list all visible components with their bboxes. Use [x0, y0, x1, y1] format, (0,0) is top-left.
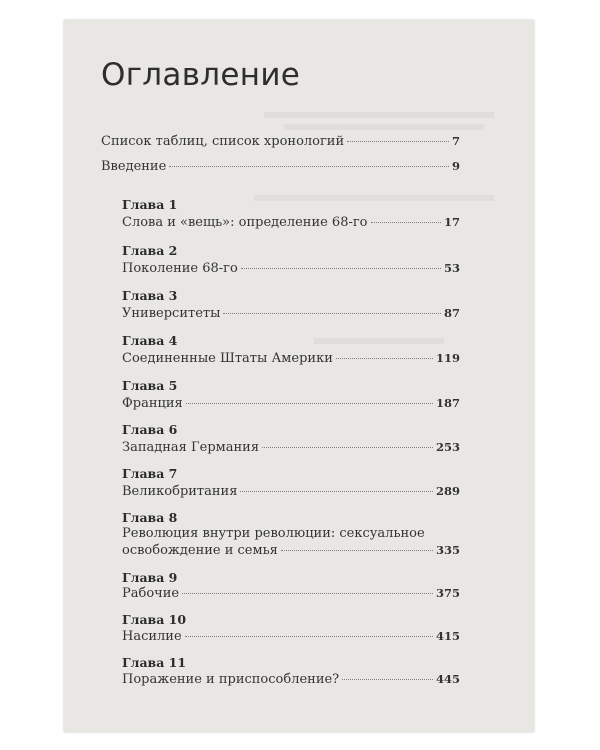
chapter-page: 335 — [435, 543, 460, 557]
chapter-entry — [122, 483, 460, 500]
chapter-label: Глава 8 — [122, 510, 178, 525]
chapter-entry — [122, 628, 460, 645]
chapter-entry — [122, 214, 460, 231]
chapter-title: освобождение и семья — [122, 543, 278, 558]
dot-leader — [169, 166, 449, 167]
chapter-entry — [122, 395, 460, 412]
chapter-page: 445 — [435, 672, 460, 686]
chapter-page: 87 — [443, 306, 460, 320]
chapter-entry — [122, 585, 460, 602]
toc-entry-page: 7 — [451, 134, 460, 148]
chapter-title: Великобритания — [122, 484, 238, 499]
chapter-page: 415 — [435, 629, 460, 643]
show-through-line — [284, 124, 484, 130]
dot-leader — [241, 268, 441, 269]
chapter-label: Глава 6 — [122, 422, 178, 437]
toc-entry — [101, 133, 460, 150]
chapter-title: Рабочие — [122, 586, 180, 601]
show-through-line — [314, 338, 444, 344]
chapter-entry — [122, 439, 460, 456]
chapter-title: Соединенные Штаты Америки — [122, 351, 333, 366]
chapter-page: 53 — [443, 261, 460, 275]
chapter-label: Глава 1 — [122, 197, 178, 212]
toc-entry — [101, 158, 460, 175]
chapter-label: Глава 4 — [122, 333, 178, 348]
toc-entry-page: 9 — [451, 159, 460, 173]
chapter-title: Западная Германия — [122, 440, 260, 455]
chapter-page: 253 — [435, 440, 460, 454]
chapter-title: Поколение 68-го — [122, 261, 238, 276]
chapter-title: Франция — [122, 396, 183, 411]
dot-leader — [185, 636, 433, 637]
dot-leader — [240, 491, 433, 492]
chapter-page: 17 — [443, 215, 460, 229]
chapter-label: Глава 3 — [122, 288, 178, 303]
chapter-label: Глава 5 — [122, 378, 178, 393]
chapter-title: Поражение и приспособление? — [122, 672, 340, 687]
dot-leader — [347, 141, 449, 142]
chapter-page: 375 — [435, 586, 460, 600]
chapter-page: 187 — [435, 396, 460, 410]
book-page — [64, 20, 534, 732]
show-through-line — [264, 112, 494, 118]
chapter-label: Глава 11 — [122, 655, 187, 670]
toc-entry-title: Введение — [101, 159, 167, 174]
page-title: Оглавление — [101, 57, 301, 93]
chapter-label: Глава 7 — [122, 466, 178, 481]
dot-leader — [186, 403, 433, 404]
dot-leader — [342, 679, 433, 680]
chapter-page: 119 — [435, 351, 460, 365]
chapter-label: Глава 9 — [122, 570, 178, 585]
chapter-entry — [122, 671, 460, 688]
chapter-title-line1: Революция внутри революции: сексуальное — [122, 526, 425, 541]
chapter-label: Глава 2 — [122, 243, 178, 258]
chapter-entry — [122, 350, 460, 367]
toc-entry-title: Список таблиц, список хронологий — [101, 134, 345, 149]
dot-leader — [336, 358, 433, 359]
chapter-title: Слова и «вещь»: определение 68-го — [122, 215, 368, 230]
dot-leader — [223, 313, 441, 314]
chapter-label: Глава 10 — [122, 612, 187, 627]
chapter-entry — [122, 542, 460, 559]
show-through-line — [254, 195, 494, 201]
dot-leader — [371, 222, 441, 223]
chapter-title: Насилие — [122, 629, 182, 644]
chapter-title: Университеты — [122, 306, 221, 321]
chapter-entry — [122, 260, 460, 277]
chapter-entry — [122, 305, 460, 322]
dot-leader — [262, 447, 433, 448]
dot-leader — [281, 550, 433, 551]
dot-leader — [182, 593, 433, 594]
chapter-page: 289 — [435, 484, 460, 498]
